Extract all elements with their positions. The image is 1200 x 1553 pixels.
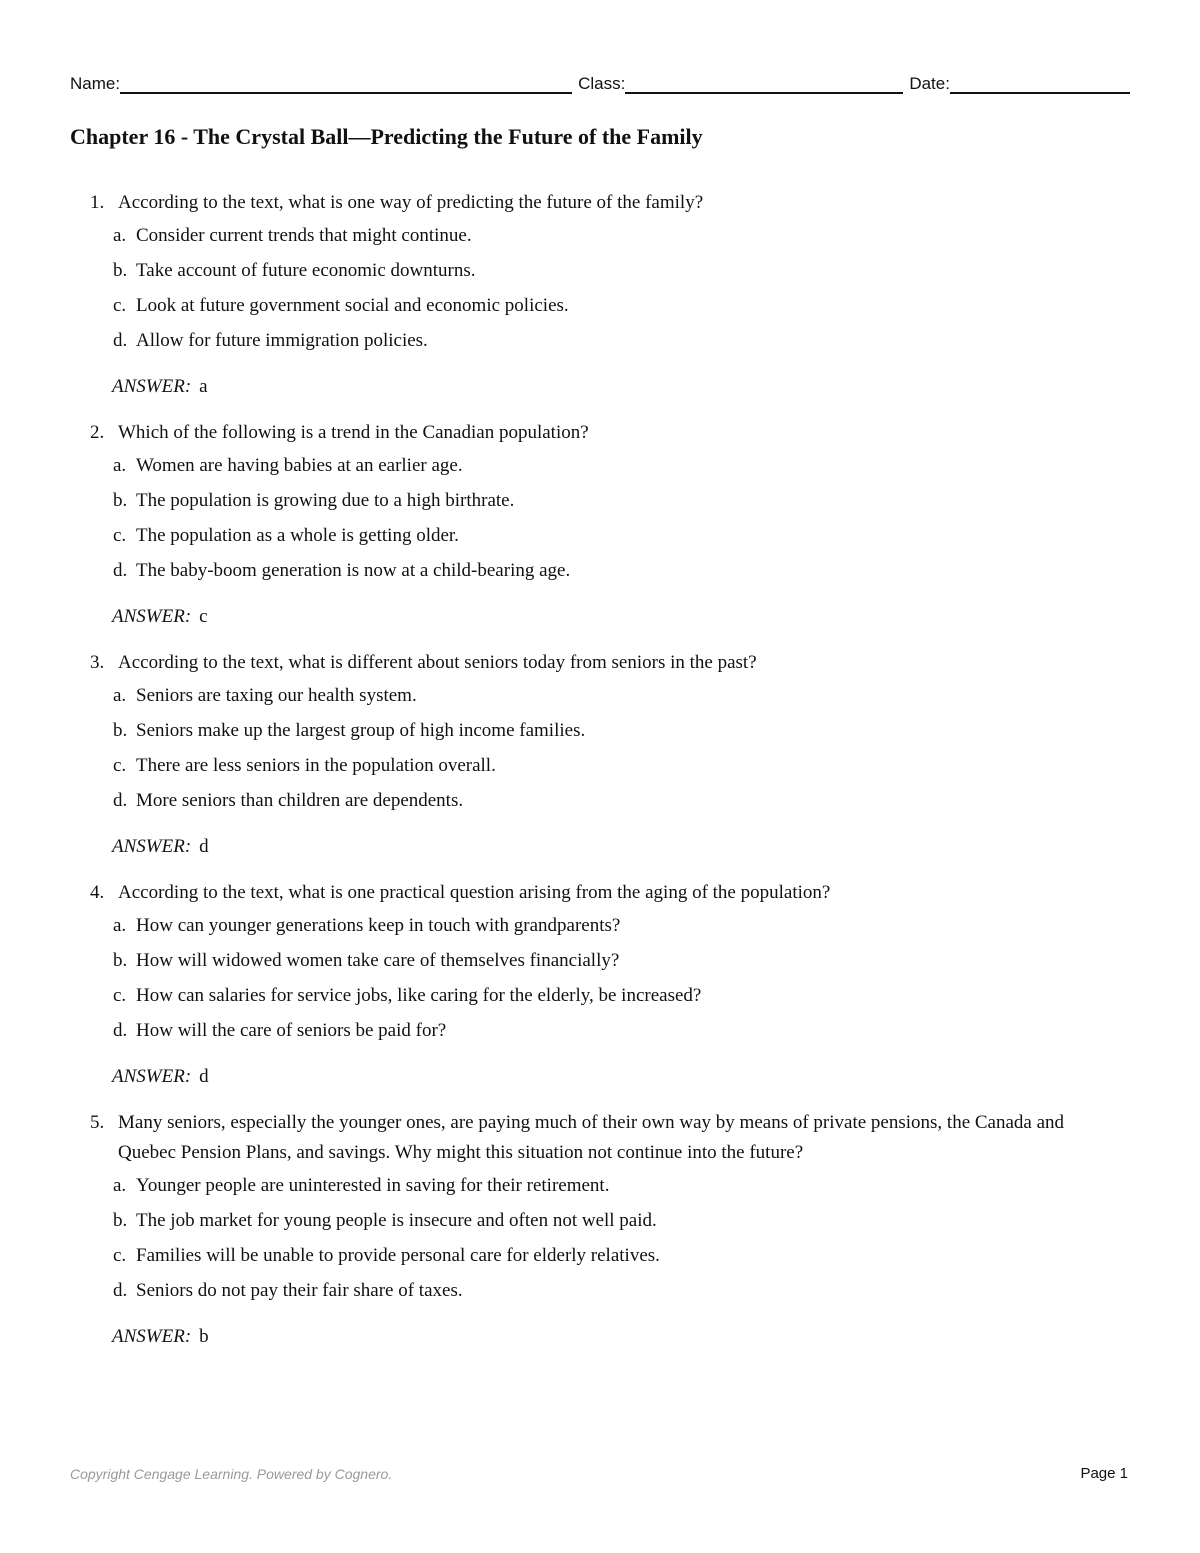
question-number: 4. [90,882,105,903]
option-text: There are less seniors in the population overall. [136,755,496,776]
answer-label: ANSWER: [112,1326,192,1347]
answer-option [0,1273,1200,1308]
option-letter: c. [113,295,127,316]
answer-option [0,253,1200,288]
option-letter: d. [113,1020,128,1041]
option-text: How will the care of seniors be paid for? [136,1020,447,1041]
answer-key [0,1062,1200,1092]
option-letter: a. [113,685,127,706]
answer-value: c [199,606,208,627]
option-letter: a. [113,915,127,936]
option-text: Seniors are taxing our health system. [136,685,417,706]
answer-value: d [199,1066,209,1087]
class-label: Class: [578,74,626,93]
option-letter: d. [113,330,128,351]
date-field-line[interactable] [950,72,1130,94]
question-number: 3. [90,652,105,673]
option-letter: b. [113,720,128,741]
option-letter: c. [113,755,127,776]
answer-key [0,832,1200,862]
answer-option [0,518,1200,553]
question-stem [0,188,1108,218]
option-text: Seniors do not pay their fair share of taxes. [136,1280,463,1301]
option-text: How can younger generations keep in touch with grandparents? [136,915,621,936]
answer-key [0,1322,1200,1352]
answer-option [0,1013,1200,1048]
answer-value: b [199,1326,209,1347]
option-text: Take account of future economic downturns. [136,260,476,281]
answer-label: ANSWER: [112,606,192,627]
answer-label: ANSWER: [112,836,192,857]
name-label: Name: [70,74,121,93]
answer-option [0,978,1200,1013]
answer-option [0,678,1200,713]
question-text: According to the text, what is different about seniors today from seniors in the past? [118,652,757,673]
answer-option [0,908,1200,943]
answer-option [0,218,1200,253]
option-letter: a. [113,455,127,476]
question-number: 2. [90,422,105,443]
class-field-line[interactable] [625,72,903,94]
question-text: According to the text, what is one way of predicting the future of the family? [118,192,704,213]
option-text: Families will be unable to provide personal care for elderly relatives. [136,1245,660,1266]
option-letter: b. [113,1210,128,1231]
question-item [0,648,1200,862]
question-stem [0,648,1108,678]
option-letter: a. [113,225,127,246]
question-text: Many seniors, especially the younger ones, are paying much of their own way by means of private pensions, the Canada and Quebec Pension Plans, and savings. Why might this situation not continue into the future? [118,1112,1065,1163]
question-item [0,188,1200,402]
question-text: Which of the following is a trend in the Canadian population? [118,422,589,443]
option-letter: d. [113,790,128,811]
option-letter: c. [113,985,127,1006]
answer-key [0,372,1200,402]
question-list [0,188,1200,1368]
option-letter: c. [113,1245,127,1266]
option-letter: d. [113,560,128,581]
option-letter: b. [113,260,128,281]
answer-option [0,553,1200,588]
question-number: 5. [90,1112,105,1133]
option-letter: b. [113,950,128,971]
answer-option [0,1203,1200,1238]
option-letter: c. [113,525,127,546]
question-number: 1. [90,192,105,213]
answer-option [0,713,1200,748]
answer-option [0,288,1200,323]
answer-option [0,1168,1200,1203]
option-text: Women are having babies at an earlier age. [136,455,463,476]
option-text: The population is growing due to a high birthrate. [136,490,515,511]
question-stem [0,878,1108,908]
answer-option [0,748,1200,783]
question-stem [0,1108,1108,1168]
option-letter: b. [113,490,128,511]
answer-value: d [199,836,209,857]
option-text: Look at future government social and economic policies. [136,295,569,316]
answer-key [0,602,1200,632]
answer-option [0,483,1200,518]
option-letter: a. [113,1175,127,1196]
option-text: Younger people are uninterested in saving for their retirement. [136,1175,610,1196]
option-text: Consider current trends that might continue. [136,225,472,246]
page-title: Chapter 16 - The Crystal Ball—Predicting the Future of the Family [70,124,703,149]
option-text: More seniors than children are dependents. [136,790,464,811]
name-field-line[interactable] [120,72,572,94]
option-text: The job market for young people is insecure and often not well paid. [136,1210,657,1231]
date-label: Date: [909,74,950,93]
question-item [0,878,1200,1092]
question-text: According to the text, what is one practical question arising from the aging of the population? [118,882,831,903]
answer-value: a [199,376,208,397]
answer-option [0,1238,1200,1273]
answer-option [0,323,1200,358]
option-text: Seniors make up the largest group of high income families. [136,720,586,741]
answer-label: ANSWER: [112,376,192,397]
answer-option [0,783,1200,818]
option-text: How will widowed women take care of themselves financially? [136,950,620,971]
answer-option [0,448,1200,483]
option-text: The baby-boom generation is now at a child-bearing age. [136,560,571,581]
footer-copyright: Copyright Cengage Learning. Powered by Cognero. [70,1466,393,1482]
question-stem [0,418,1108,448]
question-item [0,1108,1200,1352]
answer-option [0,943,1200,978]
header-fields [70,72,1130,94]
option-text: Allow for future immigration policies. [136,330,428,351]
option-text: How can salaries for service jobs, like caring for the elderly, be increased? [136,985,702,1006]
option-text: The population as a whole is getting older. [136,525,459,546]
footer-page-number: Page 1 [1080,1465,1128,1482]
question-item [0,418,1200,632]
answer-label: ANSWER: [112,1066,192,1087]
option-letter: d. [113,1280,128,1301]
